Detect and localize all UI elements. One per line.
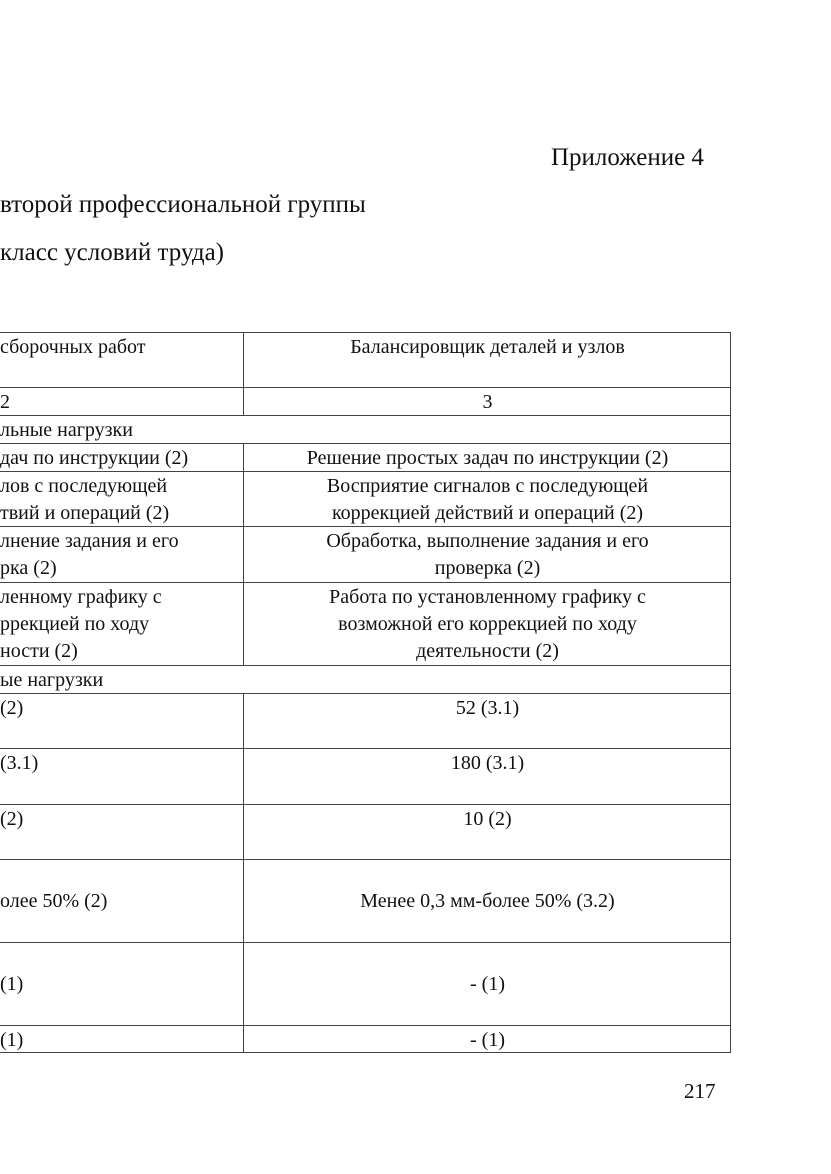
heading-line-2: класс условий труда): [0, 239, 225, 266]
table-row: [0, 443, 731, 471]
table-cell: (3.1): [0, 752, 39, 774]
table-cell: Решение простых задач по инструкции (2): [306, 447, 669, 469]
table-cell: Работа по установленному графику с возможной его коррекцией по ходу деятельности (2): [329, 586, 646, 662]
section-title-2: ые нагрузки: [0, 669, 104, 691]
table-cell: - (1): [470, 1029, 505, 1051]
table-row: [0, 804, 731, 859]
table-cell: Обработка, выполнение задания и его проверка (2): [326, 530, 649, 579]
table-row: [0, 942, 731, 1025]
header-cell-col2: Балансировщик деталей и узлов: [350, 336, 625, 358]
number-cell-col2: 3: [482, 391, 493, 413]
column-divider: [243, 443, 244, 665]
section-row-2: [0, 665, 731, 693]
column-divider: [243, 332, 244, 415]
table-cell: олее 50% (2): [0, 890, 108, 912]
table-row: [0, 582, 731, 665]
section-row-1: [0, 415, 731, 443]
column-divider: [243, 693, 244, 1053]
header-cell-col1: сборочных работ: [0, 336, 146, 358]
page-number: 217: [684, 1079, 716, 1103]
table-cell: ленному графику с ррекцией по ходу ности (2): [0, 586, 162, 662]
table-row: [0, 748, 731, 804]
table-right-border: [730, 332, 731, 1053]
table-cell: Менее 0,3 мм-более 50% (3.2): [360, 890, 615, 912]
table-cell: 180 (3.1): [450, 752, 525, 774]
table-cell: (2): [0, 808, 24, 830]
table-cell: - (1): [470, 973, 505, 995]
table-row: [0, 1025, 731, 1053]
table-cell: 52 (3.1): [455, 697, 520, 719]
table-number-row: [0, 387, 731, 415]
table-cell: Восприятие сигналов с последующей коррекцией действий и операций (2): [326, 475, 649, 524]
data-table: [0, 332, 731, 1053]
table-row: [0, 859, 731, 942]
table-header-row: [0, 332, 731, 387]
table-cell: (1): [0, 973, 24, 995]
table-row: [0, 693, 731, 748]
table-row: [0, 526, 731, 582]
table-cell: (1): [0, 1029, 24, 1051]
heading-line-1: второй профессиональной группы: [0, 191, 366, 218]
section-title-1: льные нагрузки: [0, 419, 133, 441]
table-cell: дач по инструкции (2): [0, 447, 189, 469]
appendix-label: Приложение 4: [551, 144, 704, 171]
table-cell: лнение задания и его рка (2): [0, 530, 179, 579]
number-cell-col1: 2: [0, 391, 10, 413]
table-cell: лов с последующей твий и операций (2): [0, 475, 170, 524]
table-cell: (2): [0, 697, 24, 719]
table-row: [0, 471, 731, 526]
table-cell: 10 (2): [463, 808, 512, 830]
